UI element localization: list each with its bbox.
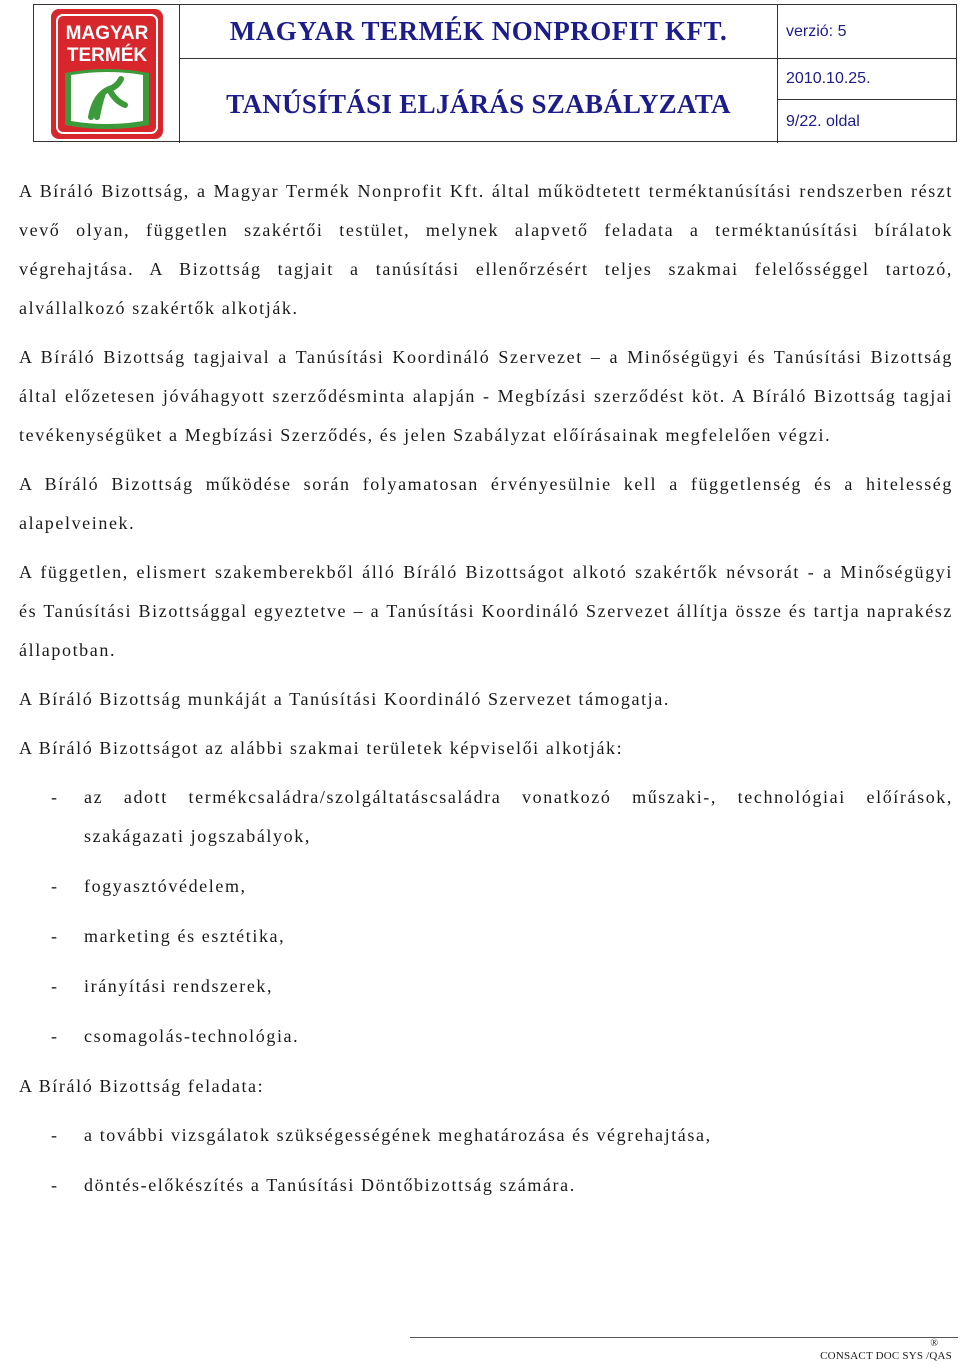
date-cell	[778, 59, 956, 100]
magyar-termek-logo	[51, 9, 163, 139]
task-heading: A Bíráló Bizottság feladata:	[19, 1076, 265, 1096]
list-dash: -	[51, 876, 59, 896]
list-dash: -	[51, 976, 59, 996]
logo-cell	[34, 5, 180, 143]
tasks-list	[19, 1116, 953, 1205]
list-item	[19, 1166, 953, 1205]
paragraph: A Bíráló Bizottságot az alábbi szakmai területek képviselői alkotják:	[19, 738, 624, 758]
list-item-text: fogyasztóvédelem,	[84, 876, 247, 896]
areas-list	[19, 778, 953, 1056]
list-item	[19, 967, 953, 1006]
list-dash: -	[51, 787, 59, 807]
paragraph: A Bíráló Bizottság tagjaival a Tanúsítási Koordináló Szervezet – a Minőségügyi és Tanúsítási Bizottság által előzetesen jóváhagyott szerződésminta alapján - Megbízási szerződést köt. A Bíráló Bizottság tagjai tevékenységüket a Megbízási Szerződés, és jelen Szabályzat előírásainak megfelelően végzi.	[19, 347, 953, 445]
list-item	[19, 917, 953, 956]
version-cell	[778, 5, 956, 59]
list-item-text: irányítási rendszerek,	[84, 976, 274, 996]
document-title: TANÚSÍTÁSI ELJÁRÁS SZABÁLYZATA	[226, 88, 731, 119]
version-label: verzió: 5	[786, 22, 847, 40]
footer-text: CONSACT DOC SYS /QAS	[820, 1350, 952, 1362]
paragraph: A független, elismert szakemberekből álló Bíráló Bizottságot alkotó szakértők névsorát - a Minőségügyi és Tanúsítási Bizottsággal egyeztetve – a Tanúsítási Koordináló Szervezet állítja össze és tartja naprakész állapotban.	[19, 562, 953, 660]
document-header	[33, 4, 957, 142]
paragraph: A Bíráló Bizottság, a Magyar Termék Nonprofit Kft. által működtetett terméktanúsítási rendszerben részt vevő olyan, független szakértői testület, melynek alapvető feladata a terméktanúsítási bírálatok végrehajtása. A Bizottság tagjait a tanúsítási ellenőrzésért teljes szakmai felelősséggel tartozó, alvállalkozó szakértők alkotják.	[19, 181, 953, 318]
list-dash: -	[51, 1026, 59, 1046]
list-item-text: marketing és esztétika,	[84, 926, 286, 946]
footer-divider	[410, 1337, 958, 1338]
svg-text:TERMÉK: TERMÉK	[66, 45, 147, 66]
list-item-text: a további vizsgálatok szükségességének meghatározása és végrehajtása,	[84, 1125, 712, 1145]
list-item-text: döntés-előkészítés a Tanúsítási Döntőbizottság számára.	[84, 1175, 576, 1195]
list-dash: -	[51, 1125, 59, 1145]
page-cell	[778, 100, 956, 143]
paragraph: A Bíráló Bizottság munkáját a Tanúsítási Koordináló Szervezet támogatja.	[19, 689, 670, 709]
registered-mark: ®	[930, 1338, 938, 1349]
list-item	[19, 778, 953, 856]
list-item-text: az adott termékcsaládra/szolgáltatáscsaládra vonatkozó műszaki-, technológiai előírások, szakágazati jogszabályok,	[84, 787, 953, 846]
title-cell	[180, 59, 778, 143]
document-body	[19, 172, 953, 1216]
company-cell	[180, 5, 778, 59]
page-number: 9/22. oldal	[786, 112, 860, 130]
document-date: 2010.10.25.	[786, 70, 871, 87]
list-item-text: csomagolás-technológia.	[84, 1026, 300, 1046]
list-item	[19, 1116, 953, 1155]
paragraph: A Bíráló Bizottság működése során folyamatosan érvényesülnie kell a függetlenség és a hitelesség alapelveinek.	[19, 474, 953, 533]
list-item	[19, 867, 953, 906]
list-dash: -	[51, 1175, 59, 1195]
company-name: MAGYAR TERMÉK NONPROFIT KFT.	[229, 16, 728, 46]
list-item	[19, 1017, 953, 1056]
list-dash: -	[51, 926, 59, 946]
svg-text:MAGYAR: MAGYAR	[65, 23, 148, 44]
